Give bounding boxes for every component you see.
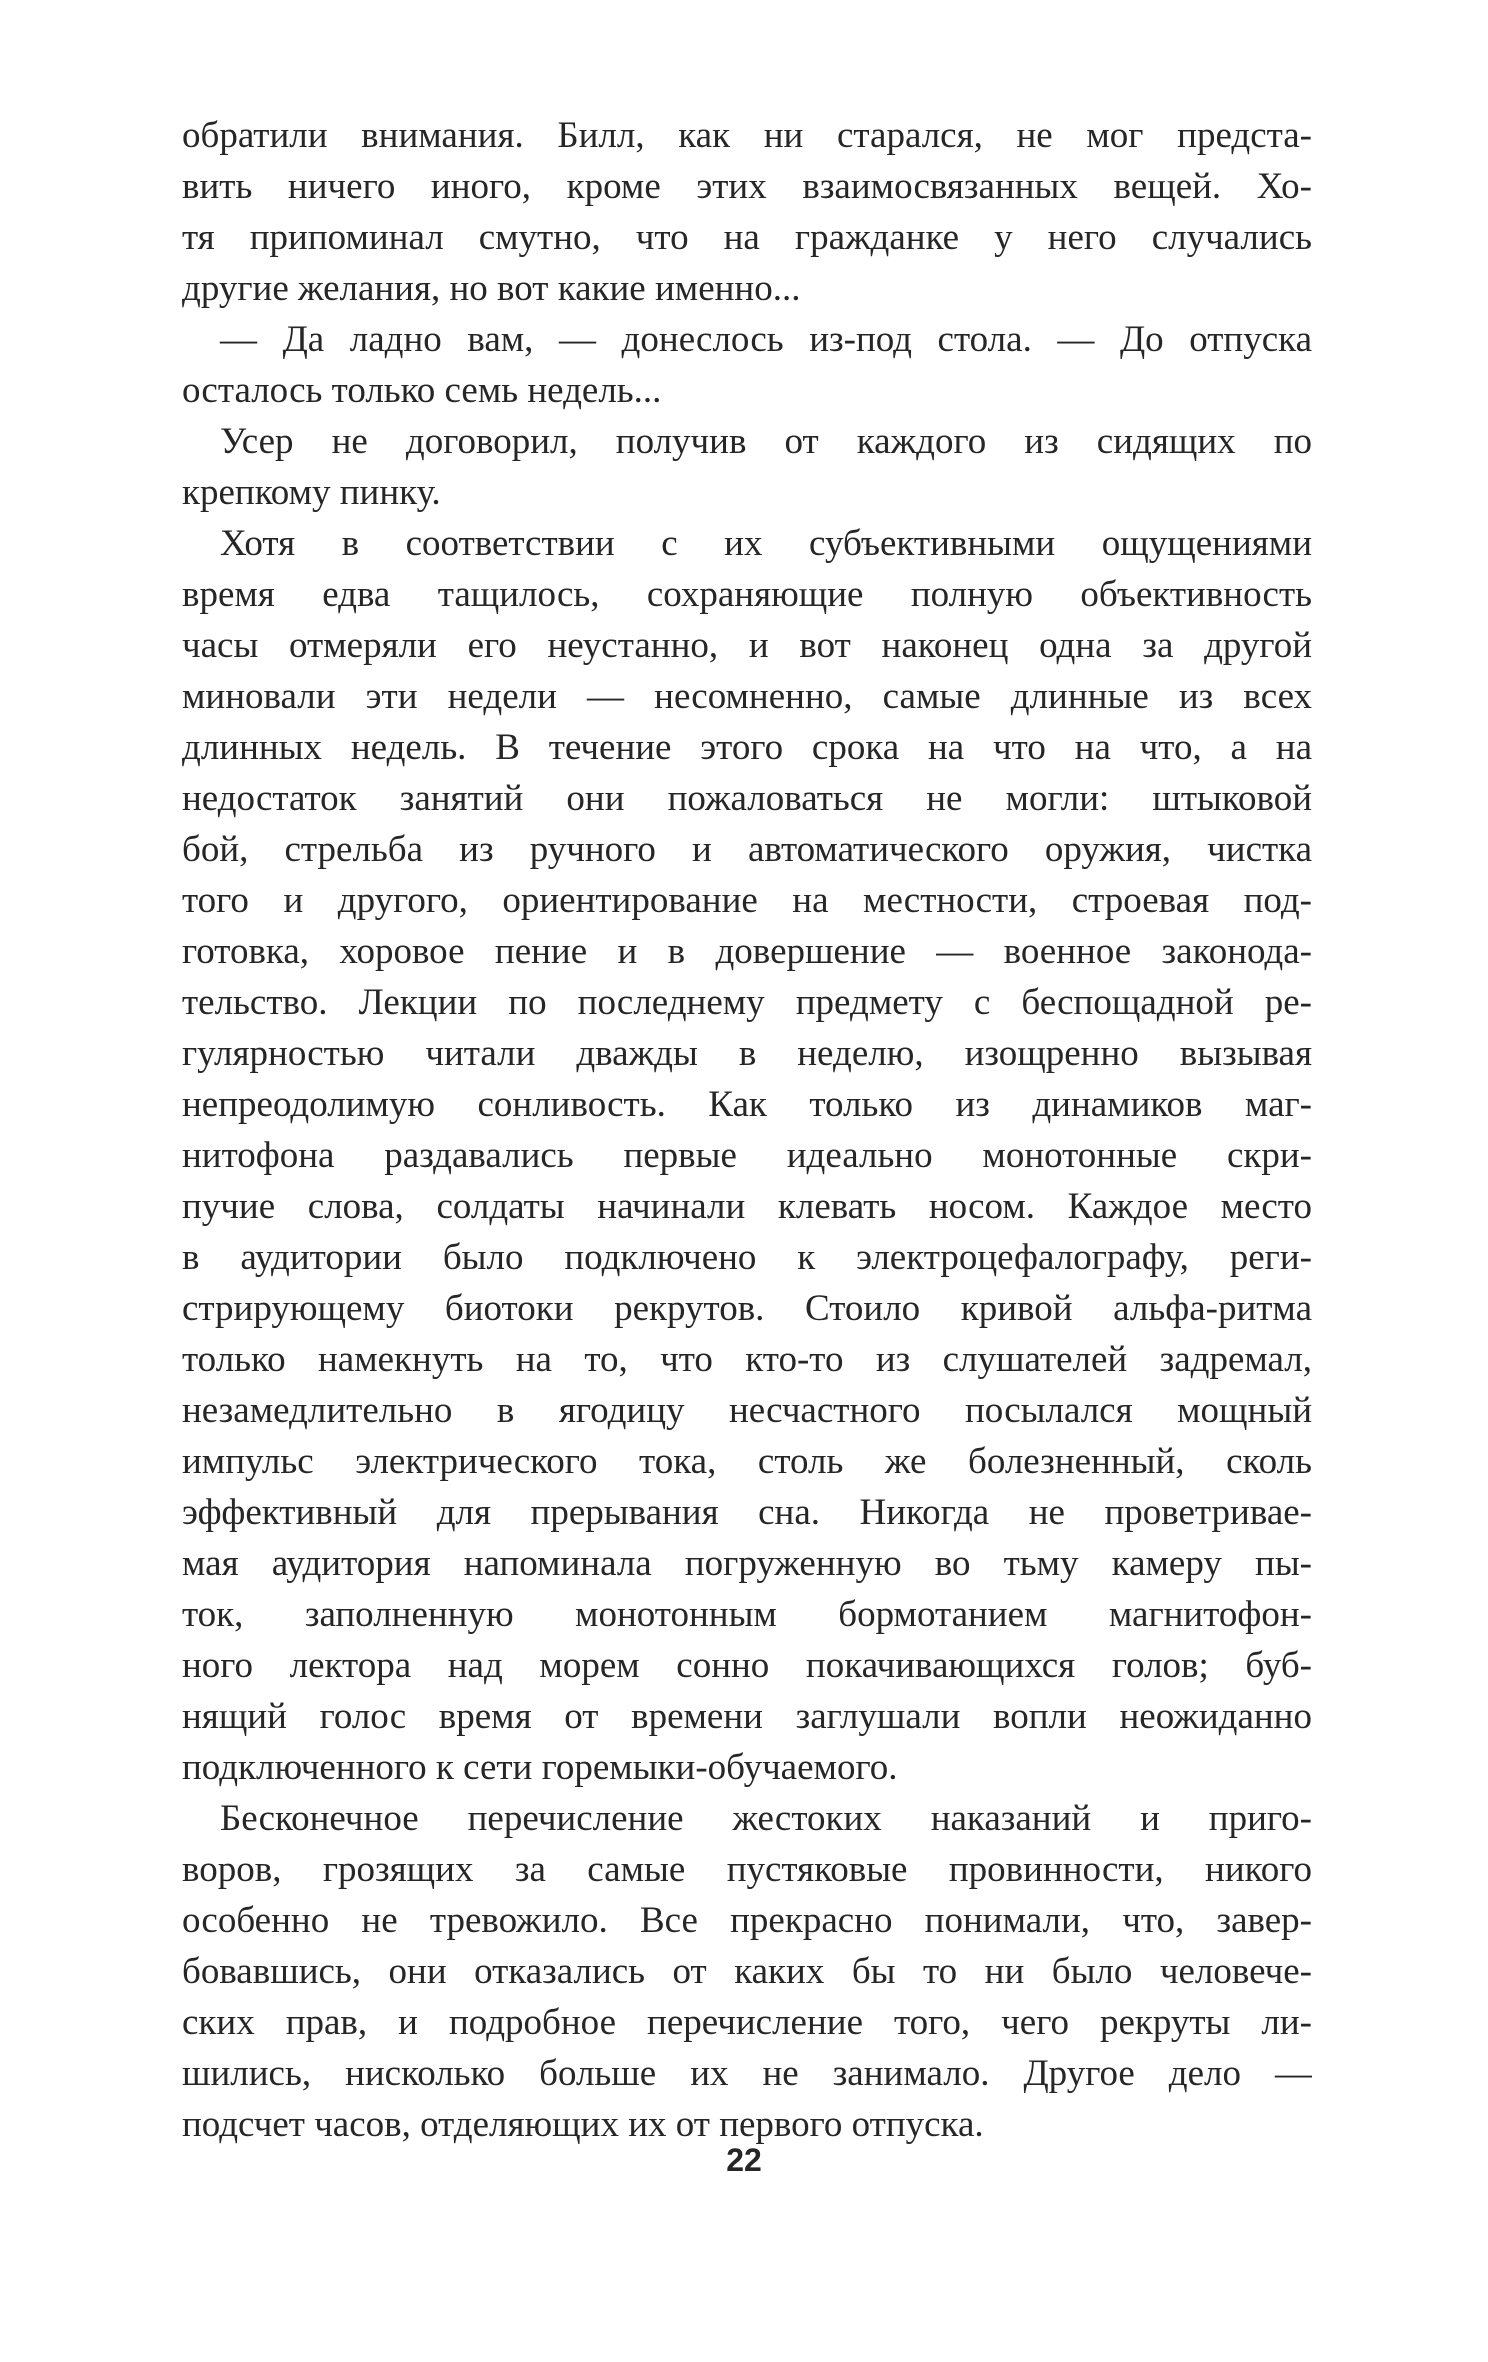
text-line: Усер не договорил, получив от каждого из сидящих по <box>220 421 1312 462</box>
paragraph <box>182 416 1312 518</box>
text-line: крепкому пинку. <box>182 472 441 513</box>
text-line: того и другого, ориентирование на местности, строевая под- <box>182 880 1312 921</box>
text-line: непреодолимую сонливость. Как только из динамиков маг- <box>182 1084 1312 1125</box>
text-line: шились, нисколько больше их не занимало. Другое дело — <box>182 2053 1312 2094</box>
text-line: длинных недель. В течение этого срока на что на что, а на <box>182 727 1312 768</box>
body-text <box>182 110 1312 2150</box>
page-number: 22 <box>726 2142 762 2178</box>
text-line: импульс электрического тока, столь же болезненный, сколь <box>182 1441 1312 1482</box>
text-line: незамедлительно в ягодицу несчастного посылался мощный <box>182 1390 1312 1431</box>
text-line: тя припоминал смутно, что на гражданке у него случались <box>182 217 1312 258</box>
text-line: время едва тащилось, сохраняющие полную объективность <box>182 574 1312 615</box>
paragraph <box>182 110 1312 314</box>
text-line: гулярностью читали дважды в неделю, изощренно вызывая <box>182 1033 1312 1074</box>
paragraph <box>182 518 1312 1793</box>
text-line: Бесконечное перечисление жестоких наказаний и приго- <box>220 1798 1312 1839</box>
text-line: эффективный для прерывания сна. Никогда не проветривае- <box>182 1492 1312 1533</box>
text-line: недостаток занятий они пожаловаться не могли: штыковой <box>182 778 1312 819</box>
text-line: нящий голос время от времени заглушали вопли неожиданно <box>182 1696 1312 1737</box>
text-line: Хотя в соответствии с их субъективными ощущениями <box>220 523 1312 564</box>
text-line: стрирующему биотоки рекрутов. Стоило кривой альфа-ритма <box>182 1288 1312 1329</box>
text-line: ских прав, и подробное перечисление того, чего рекруты ли- <box>182 2002 1312 2043</box>
text-line: обратили внимания. Билл, как ни старался, не мог предста- <box>182 115 1312 156</box>
text-line: тельство. Лекции по последнему предмету с беспощадной ре- <box>182 982 1312 1023</box>
paragraph <box>182 314 1312 416</box>
paragraph <box>182 1793 1312 2150</box>
text-line: осталось только семь недель... <box>182 370 662 411</box>
text-line: ток, заполненную монотонным бормотанием магнитофон- <box>182 1594 1312 1635</box>
text-line: в аудитории было подключено к электроцефалографу, реги- <box>182 1237 1312 1278</box>
text-line: пучие слова, солдаты начинали клевать носом. Каждое место <box>182 1186 1312 1227</box>
text-line: часы отмеряли его неустанно, и вот наконец одна за другой <box>182 625 1312 666</box>
text-line: миновали эти недели — несомненно, самые длинные из всех <box>182 676 1312 717</box>
text-line: вить ничего иного, кроме этих взаимосвязанных вещей. Хо- <box>182 166 1312 207</box>
text-line: бовавшись, они отказались от каких бы то ни было человече- <box>182 1951 1312 1992</box>
text-line: готовка, хоровое пение и в довершение — военное законода- <box>182 931 1312 972</box>
text-line: подсчет часов, отделяющих их от первого отпуска. <box>182 2104 984 2145</box>
text-line: ного лектора над морем сонно покачивающихся голов; буб- <box>182 1645 1312 1686</box>
text-line: нитофона раздавались первые идеально монотонные скри- <box>182 1135 1312 1176</box>
text-line: мая аудитория напоминала погруженную во тьму камеру пы- <box>182 1543 1312 1584</box>
text-line: только намекнуть на то, что кто-то из слушателей задремал, <box>182 1339 1312 1380</box>
text-line: особенно не тревожило. Все прекрасно понимали, что, завер- <box>182 1900 1312 1941</box>
text-line: — Да ладно вам, — донеслось из-под стола. — До отпуска <box>220 319 1312 360</box>
text-line: воров, грозящих за самые пустяковые провинности, никого <box>182 1849 1312 1890</box>
text-line: бой, стрельба из ручного и автоматического оружия, чистка <box>182 829 1312 870</box>
text-line: подключенного к сети горемыки-обучаемого. <box>182 1747 898 1788</box>
text-line: другие желания, но вот какие именно... <box>182 268 801 309</box>
